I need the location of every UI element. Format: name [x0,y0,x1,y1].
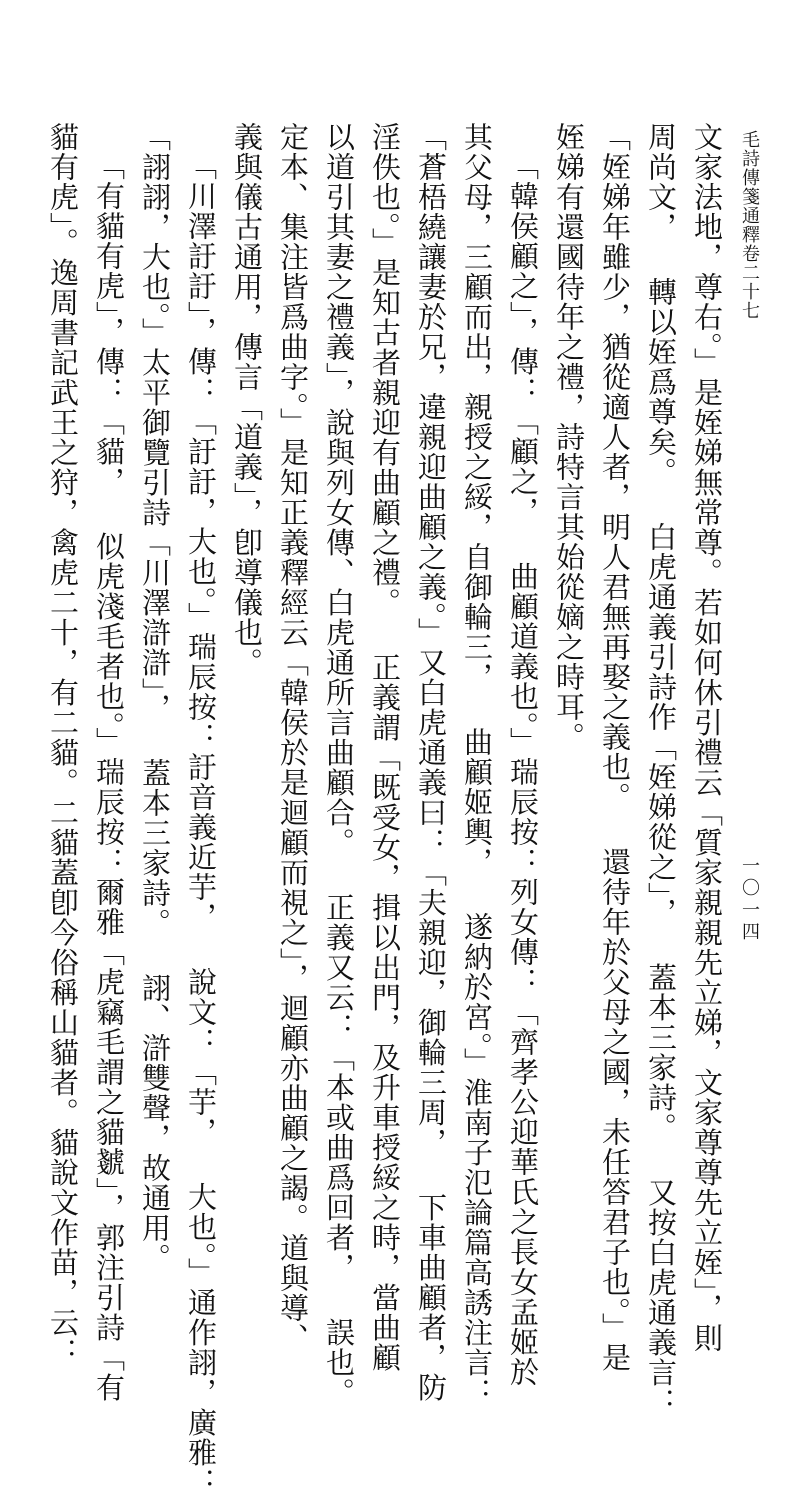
text-column: 「姪娣年雖少，猶從適人者，明人君無再娶之義也。 還待年於父母之國，未任答君子也。」是 [598,122,632,1373]
page-number: 一〇一四 [739,856,760,944]
text-column: 「有貓有虎」，傳：「貓， 似虎淺毛者也。」瑞辰按：爾雅「虎竊毛謂之貓虦」，郭注引詩「有 [92,151,126,1403]
text-column: 定本、集注皆爲曲字。」是知正義釋經云「韓侯於是迴顧而視之」，迴顧亦曲顧之謁。道與導、 [276,122,310,1353]
text-column: 「韓侯顧之」，傳：「顧之， 曲顧道義也。」瑞辰按：列女傳：「齊孝公迎華氏之長女孟姬於 [506,151,540,1387]
text-column: 義與儀古通用，傳言「道義」，卽導儀也。 [230,122,264,678]
text-column: 「蒼梧繞讓妻於兄，違親迎曲顧之義。」又白虎通義曰：「夫親迎，御輪三周， 下車曲顧者，防 [414,122,448,1403]
text-column: 貓有虎」。逸周書記武王之狩，禽虎二十，有二貓。二貓蓋卽今俗稱山貓者。貓說文作苗，云： [46,122,80,1368]
text-column: 其父母，三顧而出，親授之綏，自御輪三， 曲顧姬輿， 遂納於宮。」淮南子氾論篇高誘注言： [460,122,494,1408]
text-column: 「川澤訏訏」，傳：「訏訏，大也。」瑞辰按：訏音義近芋， 說文：「芋， 大也。」通作詡，廣雅： [184,151,218,1498]
text-column: 以道引其妻之禮義」，說與列女傳、白虎通所言曲顧合。 正義又云：「本或曲爲回者， 誤也。 [322,122,356,1408]
text-column: 周尚文， 轉以姪爲尊矣。 白虎通義引詩作「姪娣從之」， 蓋本三家詩。 又按白虎通義言： [644,122,678,1418]
text-column: 姪娣有還國待年之禮，詩特言其始從嫡之時耳。 [552,122,586,752]
text-column: 淫佚也。」是知古者親迎有曲顧之禮。 正義謂「既受女，揖以出門，及升車授綏之時，當曲顧 [368,122,402,1373]
text-column: 「詡詡，大也。」太平御覽引詩「川澤滸滸」， 蓋本三家詩。 詡、滸雙聲，故通用。 [138,122,172,1273]
text-column: 文家法地，尊右。」是姪娣無常尊。若如何休引禮云「質家親親先立娣，文家尊尊先立姪」，則 [690,122,724,1353]
running-title: 毛詩傳箋通釋卷二十七 [739,130,760,320]
